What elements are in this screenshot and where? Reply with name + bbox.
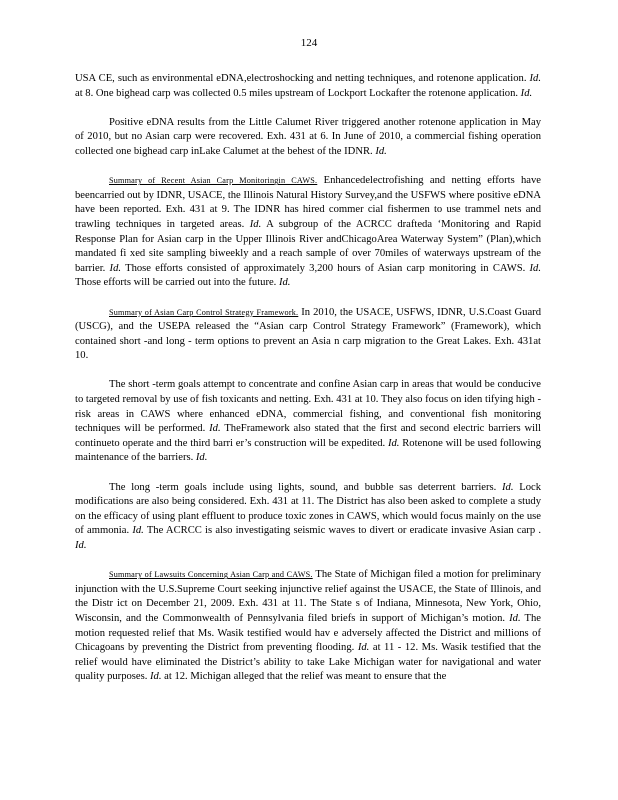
paragraph xyxy=(75,72,541,101)
section-heading: Summary of Lawsuits Concerning Asian Carp and CAWS. xyxy=(109,570,313,580)
citation-id: Id. xyxy=(520,87,533,99)
section-heading: Summary of Recent Asian Carp Monitoringin CAWS. xyxy=(109,176,318,186)
page-number: 124 xyxy=(300,37,318,49)
citation-id: Id. xyxy=(529,262,541,274)
citation-id: Id. xyxy=(195,452,208,464)
section-heading: Summary of Asian Carp Control Strategy Framework. xyxy=(109,307,299,317)
paragraph-text: The short -term goals attempt to concentrate and confine Asian carp in areas that would be conducive to targeted removal by use of fish toxicants and netting. Exh. 431 at 10. They also focus on iden tifying high -risk areas in CAWS where enhanced eDNA, commercial fishing, and conventional fish monitoring techniques will be performed. Id. TheFramework also stated that the first and second electric barriers will continueto operate and the third barri er’s construction will be expedited. Id. Rotenone will be used following maintenance of the barriers. Id. xyxy=(75,379,541,464)
paragraph xyxy=(75,306,541,364)
paragraph xyxy=(75,116,541,160)
citation-id: Id. xyxy=(502,481,514,493)
paragraph-text: In 2010, the USACE, USFWS, IDNR, U.S.Coast Guard (USCG), and the USEPA released the “Asian carp Control Strategy Framework” (Framework), which contained short -and long - term options to prevent an Asia n carp migration to the Great Lakes. Exh. 431at 10. xyxy=(75,306,541,362)
paragraph xyxy=(75,378,541,466)
citation-id: Id. xyxy=(75,540,87,551)
citation-id: Id. xyxy=(249,218,262,230)
document-body xyxy=(75,72,541,700)
citation-id: Id. xyxy=(209,423,221,435)
citation-id: Id. xyxy=(357,642,370,654)
citation-id: Id. xyxy=(150,671,162,683)
citation-id: Id. xyxy=(132,525,144,537)
citation-id: Id. xyxy=(375,145,387,157)
citation-id: Id. xyxy=(529,73,541,84)
paragraph-text: USA CE, such as environmental eDNA,electroshocking and netting techniques, and rotenone application. Id. at 8. One bighead carp was collected 0.5 miles upstream of Lockport Lockafter the rotenone application. Id. xyxy=(75,73,541,99)
paragraph-text: The State of Michigan filed a motion for preliminary injunction with the U.S.Supreme Court seeking injunctive relief against the USACE, the State of Illinois, and the Distr ict on December 21, 2009. Exh. 431 at 11. The State s of Indiana, Minnesota, New York, Ohio, Wisconsin, and the Commonwealth of Pennsylvania filed briefs in support of Michigan’s motion. Id. The motion requested relief that Ms. Wasik testified would hav e adversely affected the District and millions of Chicagoans by preventing the District from preventing flooding. Id. at 11 - 12. Ms. Wasik testified that the relief would have eliminated the District’s ability to take Lake Michigan water for navigational and water quality purposes. Id. at 12. Michigan alleged that the relief was meant to ensure that the xyxy=(75,569,542,683)
paragraph-text: Positive eDNA results from the Little Calumet River triggered another rotenone application in May of 2010, but no Asian carp were recovered. Exh. 431 at 6. In June of 2010, a commercial fishing operation collected one bighead carp inLake Calumet at the behest of the IDNR. Id. xyxy=(75,116,541,157)
citation-id: Id. xyxy=(109,262,122,274)
citation-id: Id. xyxy=(387,437,400,449)
citation-id: Id. xyxy=(509,612,521,624)
paragraph xyxy=(75,481,541,554)
paragraph xyxy=(75,174,541,291)
paragraph-text: The long -term goals include using lights, sound, and bubble sas deterrent barriers. Id. Lock modifications are also being considered. Exh. 431 at 11. The District has also been asked to complete a study on the efficacy of using plant effluent to produce toxic zones in CAWS, which would focus mainly on the use of ammonia. Id. The ACRCC is also investigating seismic waves to divert or eradicate invasive Asian carp . Id. xyxy=(75,481,542,551)
paragraph-text: Enhancedelectrofishing and netting efforts have beencarried out by IDNR, USACE, the Illinois Natural History Survey,and the USFWS where positive eDNA have been reported. Exh. 431 at 9. The IDNR has hired commer cial fishermen to use trammel nets and trawling techniques in targeted areas. Id. A subgroup of the ACRCC drafteda ‘Monitoring and Rapid Response Plan for Asian carp in the Upper Illinois River andChicagoArea Waterway System” (Plan),which mandated fi xed site sampling biweekly and a reach sample of over 70miles of waterways upstream of the barrier. Id. Those efforts consisted of approximately 3,200 hours of Asian carp monitoring in CAWS. Id. Those efforts will be carried out into the future. Id. xyxy=(75,175,541,289)
paragraph xyxy=(75,568,541,685)
citation-id: Id. xyxy=(278,277,291,289)
